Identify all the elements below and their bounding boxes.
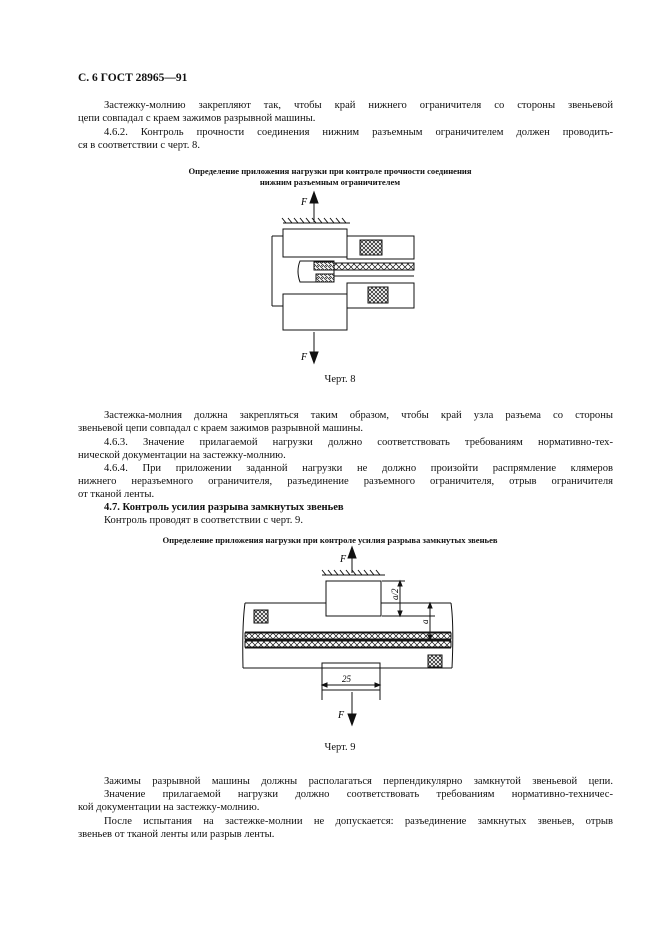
figure-8-label: Черт. 8 <box>324 374 356 385</box>
paragraph-line: кой документации на застежку-молнию. <box>78 802 260 813</box>
figure-9-caption: Определение приложения нагрузки при контроле усилия разрыва замкнутых звеньев <box>162 535 498 545</box>
paragraph-line: цепи совпадал с краем зажимов разрывной машины. <box>78 113 316 124</box>
paragraph-line: Контроль проводят в соответствии с черт. 9. <box>104 515 303 526</box>
figure-8-caption: Определение приложения нагрузки при контроле прочности соединения <box>188 166 472 176</box>
paragraph-line: Зажимы разрывной машины должны располагаться перпендикулярно замкнутой звеньевой цепи. <box>104 776 613 787</box>
paragraph-line: 4.6.3. Значение прилагаемой нагрузки должно соответствовать требованиям нормативно-тех- <box>104 437 613 448</box>
paragraph-line: нической документации на застежку-молнию. <box>78 450 286 461</box>
dimension-label: a <box>420 619 430 624</box>
force-label: F <box>301 197 308 208</box>
paragraph-line: звеньевой цепи совпадал с краем зажимов разрывной машины. <box>78 423 363 434</box>
paragraph-line: ся в соответствии с черт. 8. <box>78 140 200 151</box>
paragraph-line: После испытания на застежке-молнии не допускается: разъединение замкнутых звеньев, отрыв <box>104 816 613 827</box>
paragraph-line: 4.6.4. При приложении заданной нагрузки не должно произойти распрямление клямеров <box>104 463 613 474</box>
force-label: F <box>301 352 308 363</box>
paragraph-line: нижнего неразъемного ограничителя, разъединение разъемного ограничителя, отрыв ограничителя <box>78 476 613 487</box>
paragraph-line: Застежка-молния должна закрепляться таким образом, чтобы край узла разъема со стороны <box>104 410 613 421</box>
force-label: F <box>338 710 345 721</box>
figure-8-caption: нижним разъемным ограничителем <box>259 177 401 187</box>
paragraph-line: Застежку-молнию закрепляют так, чтобы край нижнего ограничителя со стороны звеньевой <box>104 100 613 111</box>
paragraph-line: от тканой ленты. <box>78 489 155 500</box>
paragraph-line: звеньев от тканой ленты или разрыв ленты. <box>78 829 275 840</box>
figure-9-label: Черт. 9 <box>324 742 356 753</box>
paragraph-line: 4.6.2. Контроль прочности соединения нижним разъемным ограничителем должен проводить- <box>104 127 613 138</box>
dimension-label: a/2 <box>390 588 400 600</box>
force-label: F <box>340 554 347 565</box>
dimension-label: 25 <box>342 674 351 684</box>
page-header: С. 6 ГОСТ 28965—91 <box>78 72 188 84</box>
paragraph-line: Значение прилагаемой нагрузки должно соответствовать требованиям нормативно-техничес- <box>104 789 613 800</box>
section-heading: 4.7. Контроль усилия разрыва замкнутых звеньев <box>104 502 344 513</box>
